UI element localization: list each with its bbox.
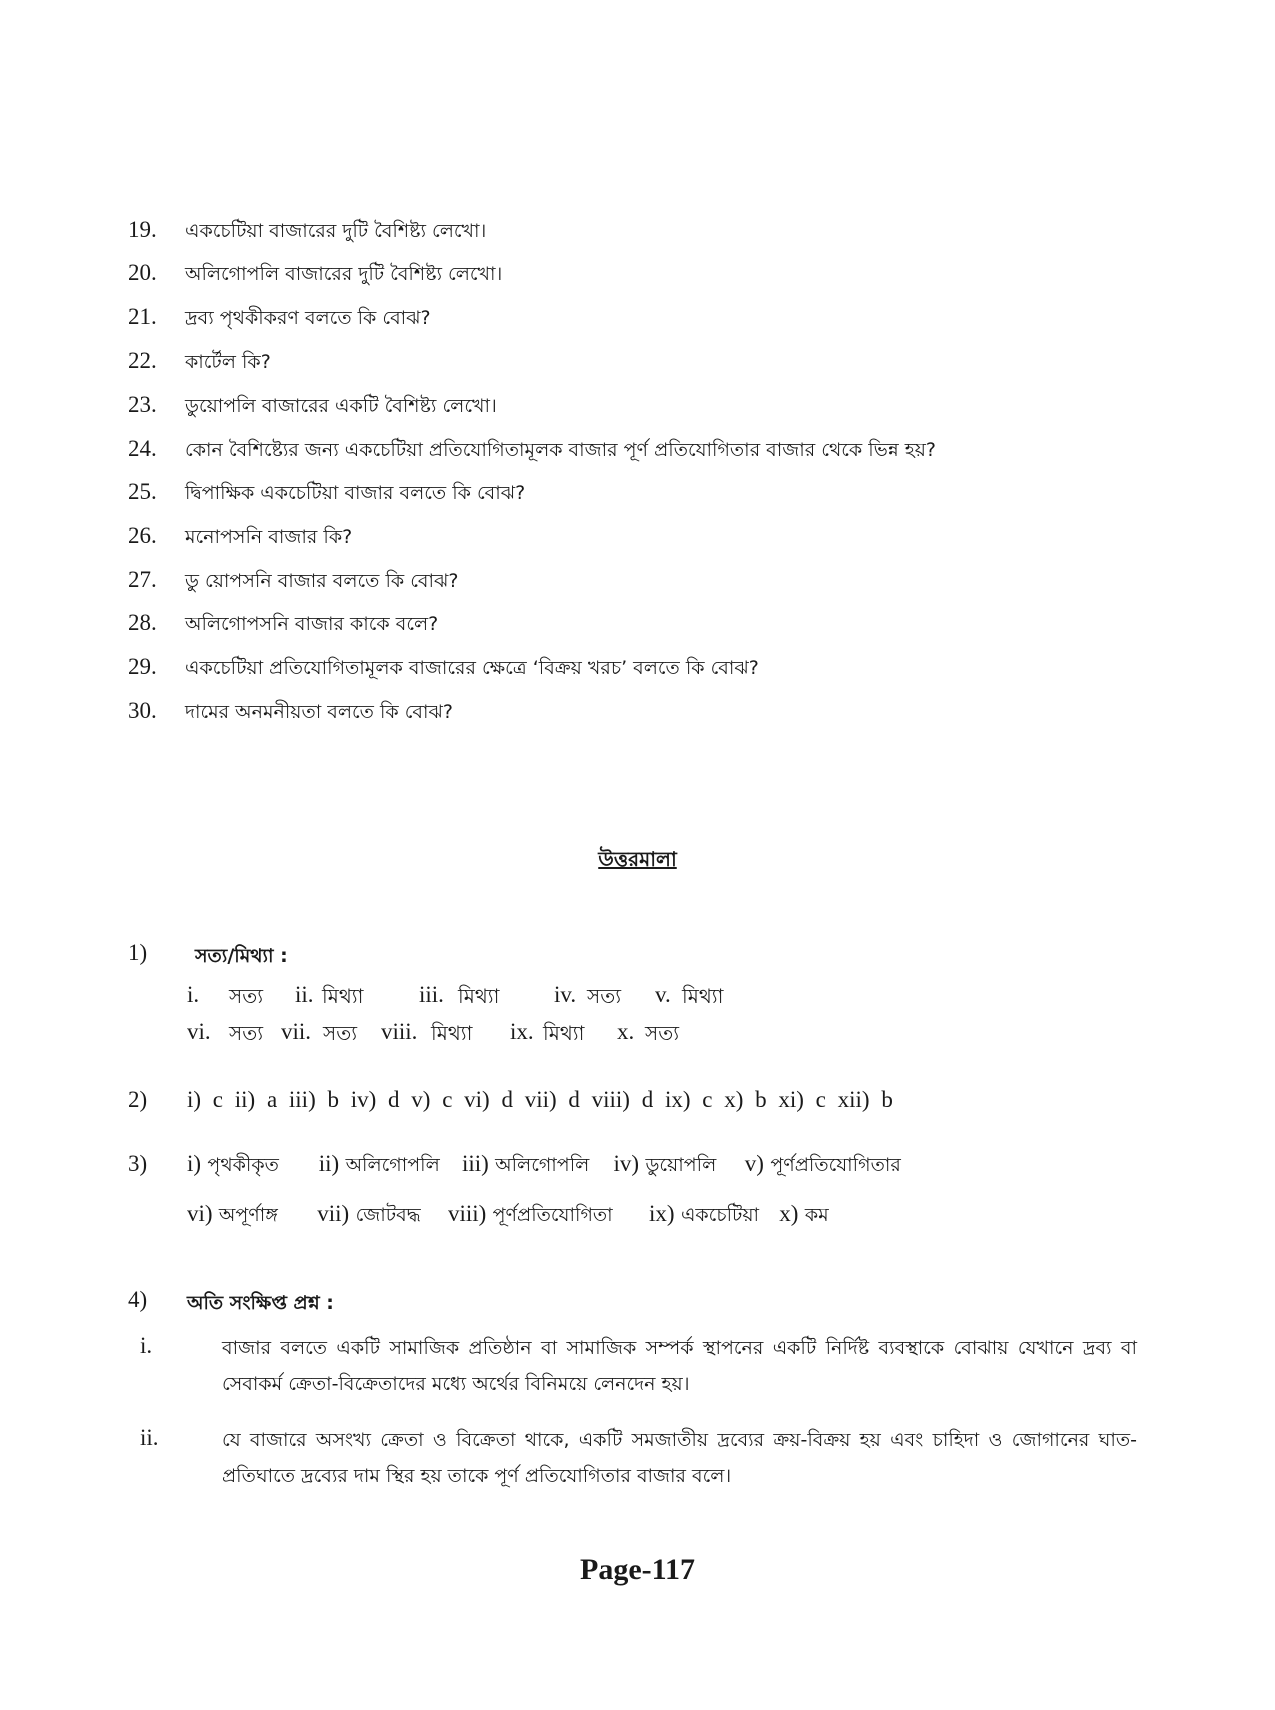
question-19: 19. একচেটিয়া বাজারের দুটি বৈশিষ্ট্য লেখো। (128, 217, 487, 242)
true-false-row-1: i. সত্য ii. মিথ্যা iii. মিথ্যা iv. সত্য v. মিথ্যা (187, 982, 724, 1008)
mcq-answers: i) c ii) a iii) b iv) d v) c vi) d vii) d viii) d ix) c x) b xi) c xii) b (187, 1087, 893, 1112)
question-28: 28. অলিগোপসনি বাজার কাকে বলে? (128, 610, 439, 635)
question-23: 23. ডুয়োপলি বাজারের একটি বৈশিষ্ট্য লেখো। (128, 392, 497, 417)
fill-blank-row-2: vi) অপূর্ণাঙ্গ vii) জোটবদ্ধ viii) পূর্ণপ্রতিযোগিতা ix) একচেটিয়া x) কম (187, 1201, 829, 1226)
section-3-number: 3) (128, 1151, 148, 1176)
question-26: 26. মনোপসনি বাজার কি? (128, 523, 353, 548)
question-27: 27. ডু য়োপসনি বাজার বলতে কি বোঝ? (128, 567, 459, 592)
question-24: 24. কোন বৈশিষ্ট্যের জন্য একচেটিয়া প্রতিযোগিতামূলক বাজার পূর্ণ প্রতিযোগিতার বাজার থেকে ভিন্ন হয়? (128, 436, 936, 461)
section-1-title: সত্য/মিথ্যা : (195, 945, 288, 967)
section-4-number: 4) (128, 1287, 148, 1312)
question-25: 25. দ্বিপাক্ষিক একচেটিয়া বাজার বলতে কি বোঝ? (128, 479, 526, 504)
question-29: 29. একচেটিয়া প্রতিযোগিতামূলক বাজারের ক্ষেত্রে ‘বিক্রয় খরচ’ বলতে কি বোঝ? (128, 654, 759, 679)
page-number: Page-117 (580, 1553, 695, 1586)
section-2-number: 2) (128, 1087, 148, 1112)
question-30: 30. দামের অনমনীয়তা বলতে কি বোঝ? (128, 698, 453, 723)
document-page: 19. একচেটিয়া বাজারের দুটি বৈশিষ্ট্য লেখো। 20. অলিগোপলি বাজারের দুটি বৈশিষ্ট্য লেখো। 21. দ্রব্য পৃথকীকরণ বলতে কি বোঝ? 22. কার্টেল কি? 23. ডুয়োপলি বাজারের একটি বৈশিষ্ট্য লেখো। 24. কোন বৈশিষ্ট্যের জন্য একচেটিয়া প্রতিযোগিতামূলক বাজার পূর্ণ প্রতিযোগিতার বাজার থেকে ভিন্ন হয়? 25. দ্বিপাক্ষিক একচেটিয়া বাজার বলতে কি বোঝ? 26. মনোপসনি বাজার কি? 27. ডু য়োপসনি বাজার বলতে কি বোঝ? 28. অলিগোপসনি বাজার কাকে বলে? 29. একচেটিয়া প্রতিযোগিতামূলক বাজারের ক্ষেত্রে ‘বিক্রয় খরচ’ বলতে কি বোঝ? 30. দামের অনমনীয়তা বলতে কি বোঝ? উত্তরমালা 1) সত্য/মিথ্যা : i. সত্য ii. মিথ্যা iii. মিথ্যা iv. সত্য v. মিথ্যা vi. সত্য vii. সত্য viii. মিথ্যা ix. মিথ্যা x. সত্য 2) i) c ii) a iii) b iv) d v) c vi) d vii) d viii) d ix) c x) b xi) c xii) b 3) i) পৃথকীকৃত ii) অলিগোপলি iii) অলিগোপলি iv) ডুয়োপলি v) পূর্ণপ্রতিযোগিতার vi) অপূর্ণাঙ্গ vii) জোটবদ্ধ viii) পূর্ণপ্রতিযোগিতা ix) একচেটিয়া x) কম 4) অতি সংক্ষিপ্ত প্রশ্ন : i. বাজার বলতে একটি সামাজিক প্রতিষ্ঠান বা সামাজিক সম্পর্ক স্থাপনের একটি নির্দিষ্ট ব্যবস্থাকে বোঝায় যেখানে দ্রব্য বা সেবাকর্ম ক্রেতা-বিক্রেতাদের মধ্যে অর্থের বিনিময়ে লেনদেন হয়। ii. যে বাজারে অসংখ্য ক্রেতা ও বিক্রেতা থাকে, একটি সমজাতীয় দ্রব্যের ক্রয়-বিক্রয় হয় এবং চাহিদা ও জোগানের ঘাত-প্রতিঘাতে দ্রব্যের দাম স্থির হয় তাকে পূর্ণ প্রতিযোগিতার বাজার বলে। Page-117 (0, 0, 1275, 1710)
fill-blank-row-1: i) পৃথকীকৃত ii) অলিগোপলি iii) অলিগোপলি iv) ডুয়োপলি v) পূর্ণপ্রতিযোগিতার (187, 1151, 901, 1176)
section-4-title: অতি সংক্ষিপ্ত প্রশ্ন : (187, 1292, 334, 1314)
question-22: 22. কার্টেল কি? (128, 348, 271, 373)
question-21: 21. দ্রব্য পৃথকীকরণ বলতে কি বোঝ? (128, 304, 431, 329)
question-20: 20. অলিগোপলি বাজারের দুটি বৈশিষ্ট্য লেখো। (128, 260, 503, 285)
section-1-number: 1) (128, 940, 148, 965)
answer-key-heading: উত্তরমালা (598, 847, 677, 871)
true-false-row-2: vi. সত্য vii. সত্য viii. মিথ্যা ix. মিথ্যা x. সত্য (187, 1019, 680, 1045)
